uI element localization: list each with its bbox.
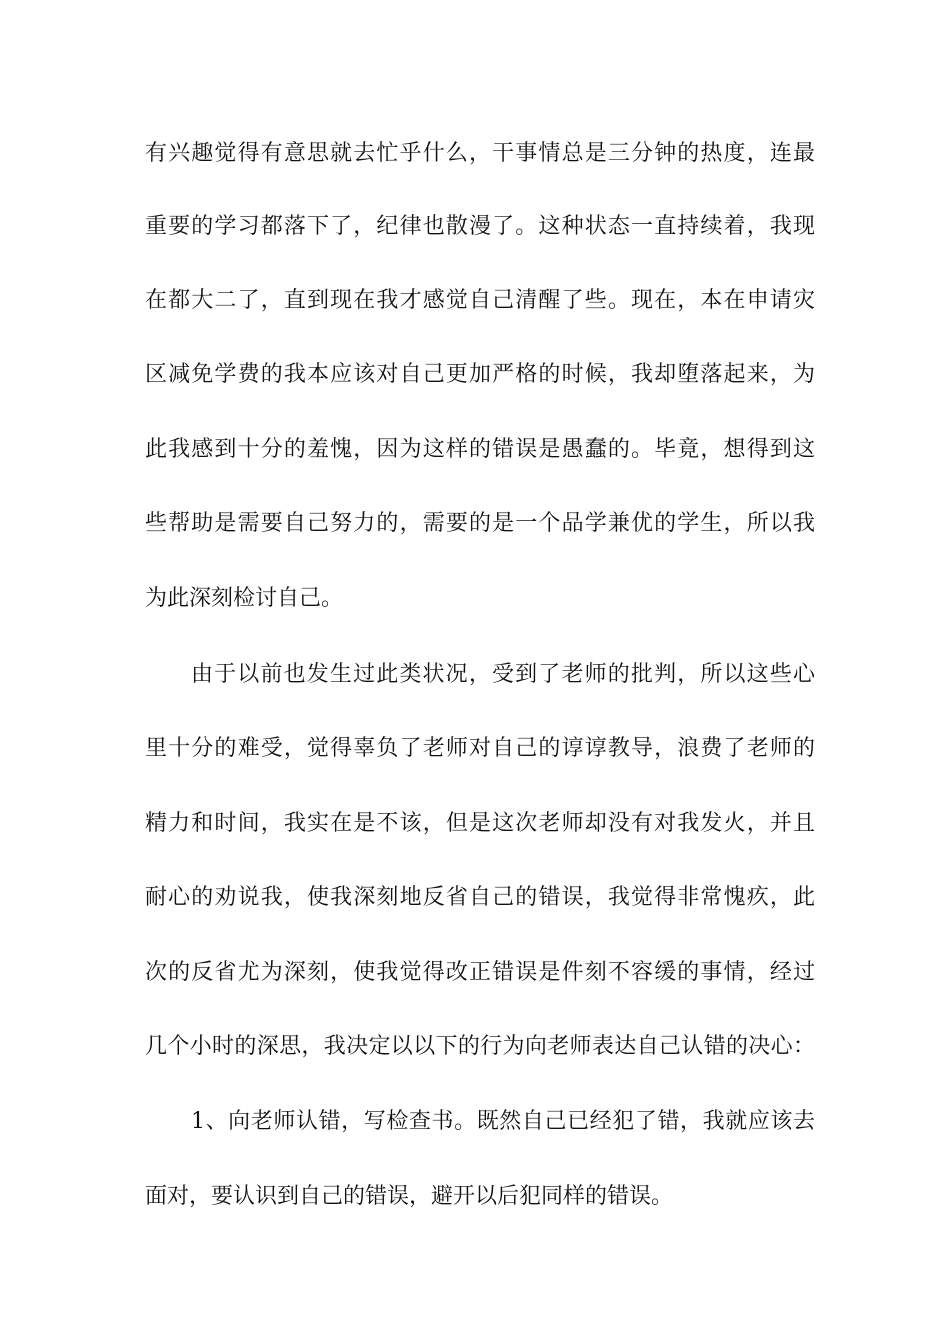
- paragraph-line: 为此深刻检讨自己。: [145, 586, 344, 611]
- paragraph-line: 些帮助是需要自己努力的，需要的是一个品学兼优的学生，所以我: [145, 511, 815, 536]
- paragraph-line: 由于以前也发生过此类状况，受到了老师的批判，所以这些心: [191, 662, 815, 687]
- list-item-line: 面对，要认识到自己的错误，避开以后犯同样的错误。: [145, 1184, 674, 1209]
- list-item-line: 1、向老师认错，写检查书。既然自己已经犯了错，我就应该去: [191, 1109, 815, 1134]
- paragraph-line: 耐心的劝说我，使我深刻地反省自己的错误，我觉得非常愧疚，此: [145, 885, 815, 910]
- paragraph-line: 精力和时间，我实在是不该，但是这次老师却没有对我发火，并且: [145, 811, 815, 836]
- paragraph-line: 里十分的难受，觉得辜负了老师对自己的谆谆教导，浪费了老师的: [145, 736, 815, 761]
- paragraph-line: 几个小时的深思，我决定以以下的行为向老师表达自己认错的决心：: [145, 1034, 815, 1059]
- paragraph-line: 有兴趣觉得有意思就去忙乎什么，干事情总是三分钟的热度，连最: [145, 141, 815, 166]
- paragraph-line: 此我感到十分的羞愧，因为这样的错误是愚蠢的。毕竟，想得到这: [145, 437, 815, 462]
- paragraph-line: 次的反省尤为深刻，使我觉得改正错误是件刻不容缓的事情，经过: [145, 960, 815, 985]
- paragraph-line: 在都大二了，直到现在我才感觉自己清醒了些。现在，本在申请灾: [145, 288, 815, 313]
- paragraph-line: 重要的学习都落下了，纪律也散漫了。这种状态一直持续着，我现: [145, 214, 815, 239]
- paragraph-line: 区减免学费的我本应该对自己更加严格的时候，我却堕落起来，为: [145, 362, 815, 387]
